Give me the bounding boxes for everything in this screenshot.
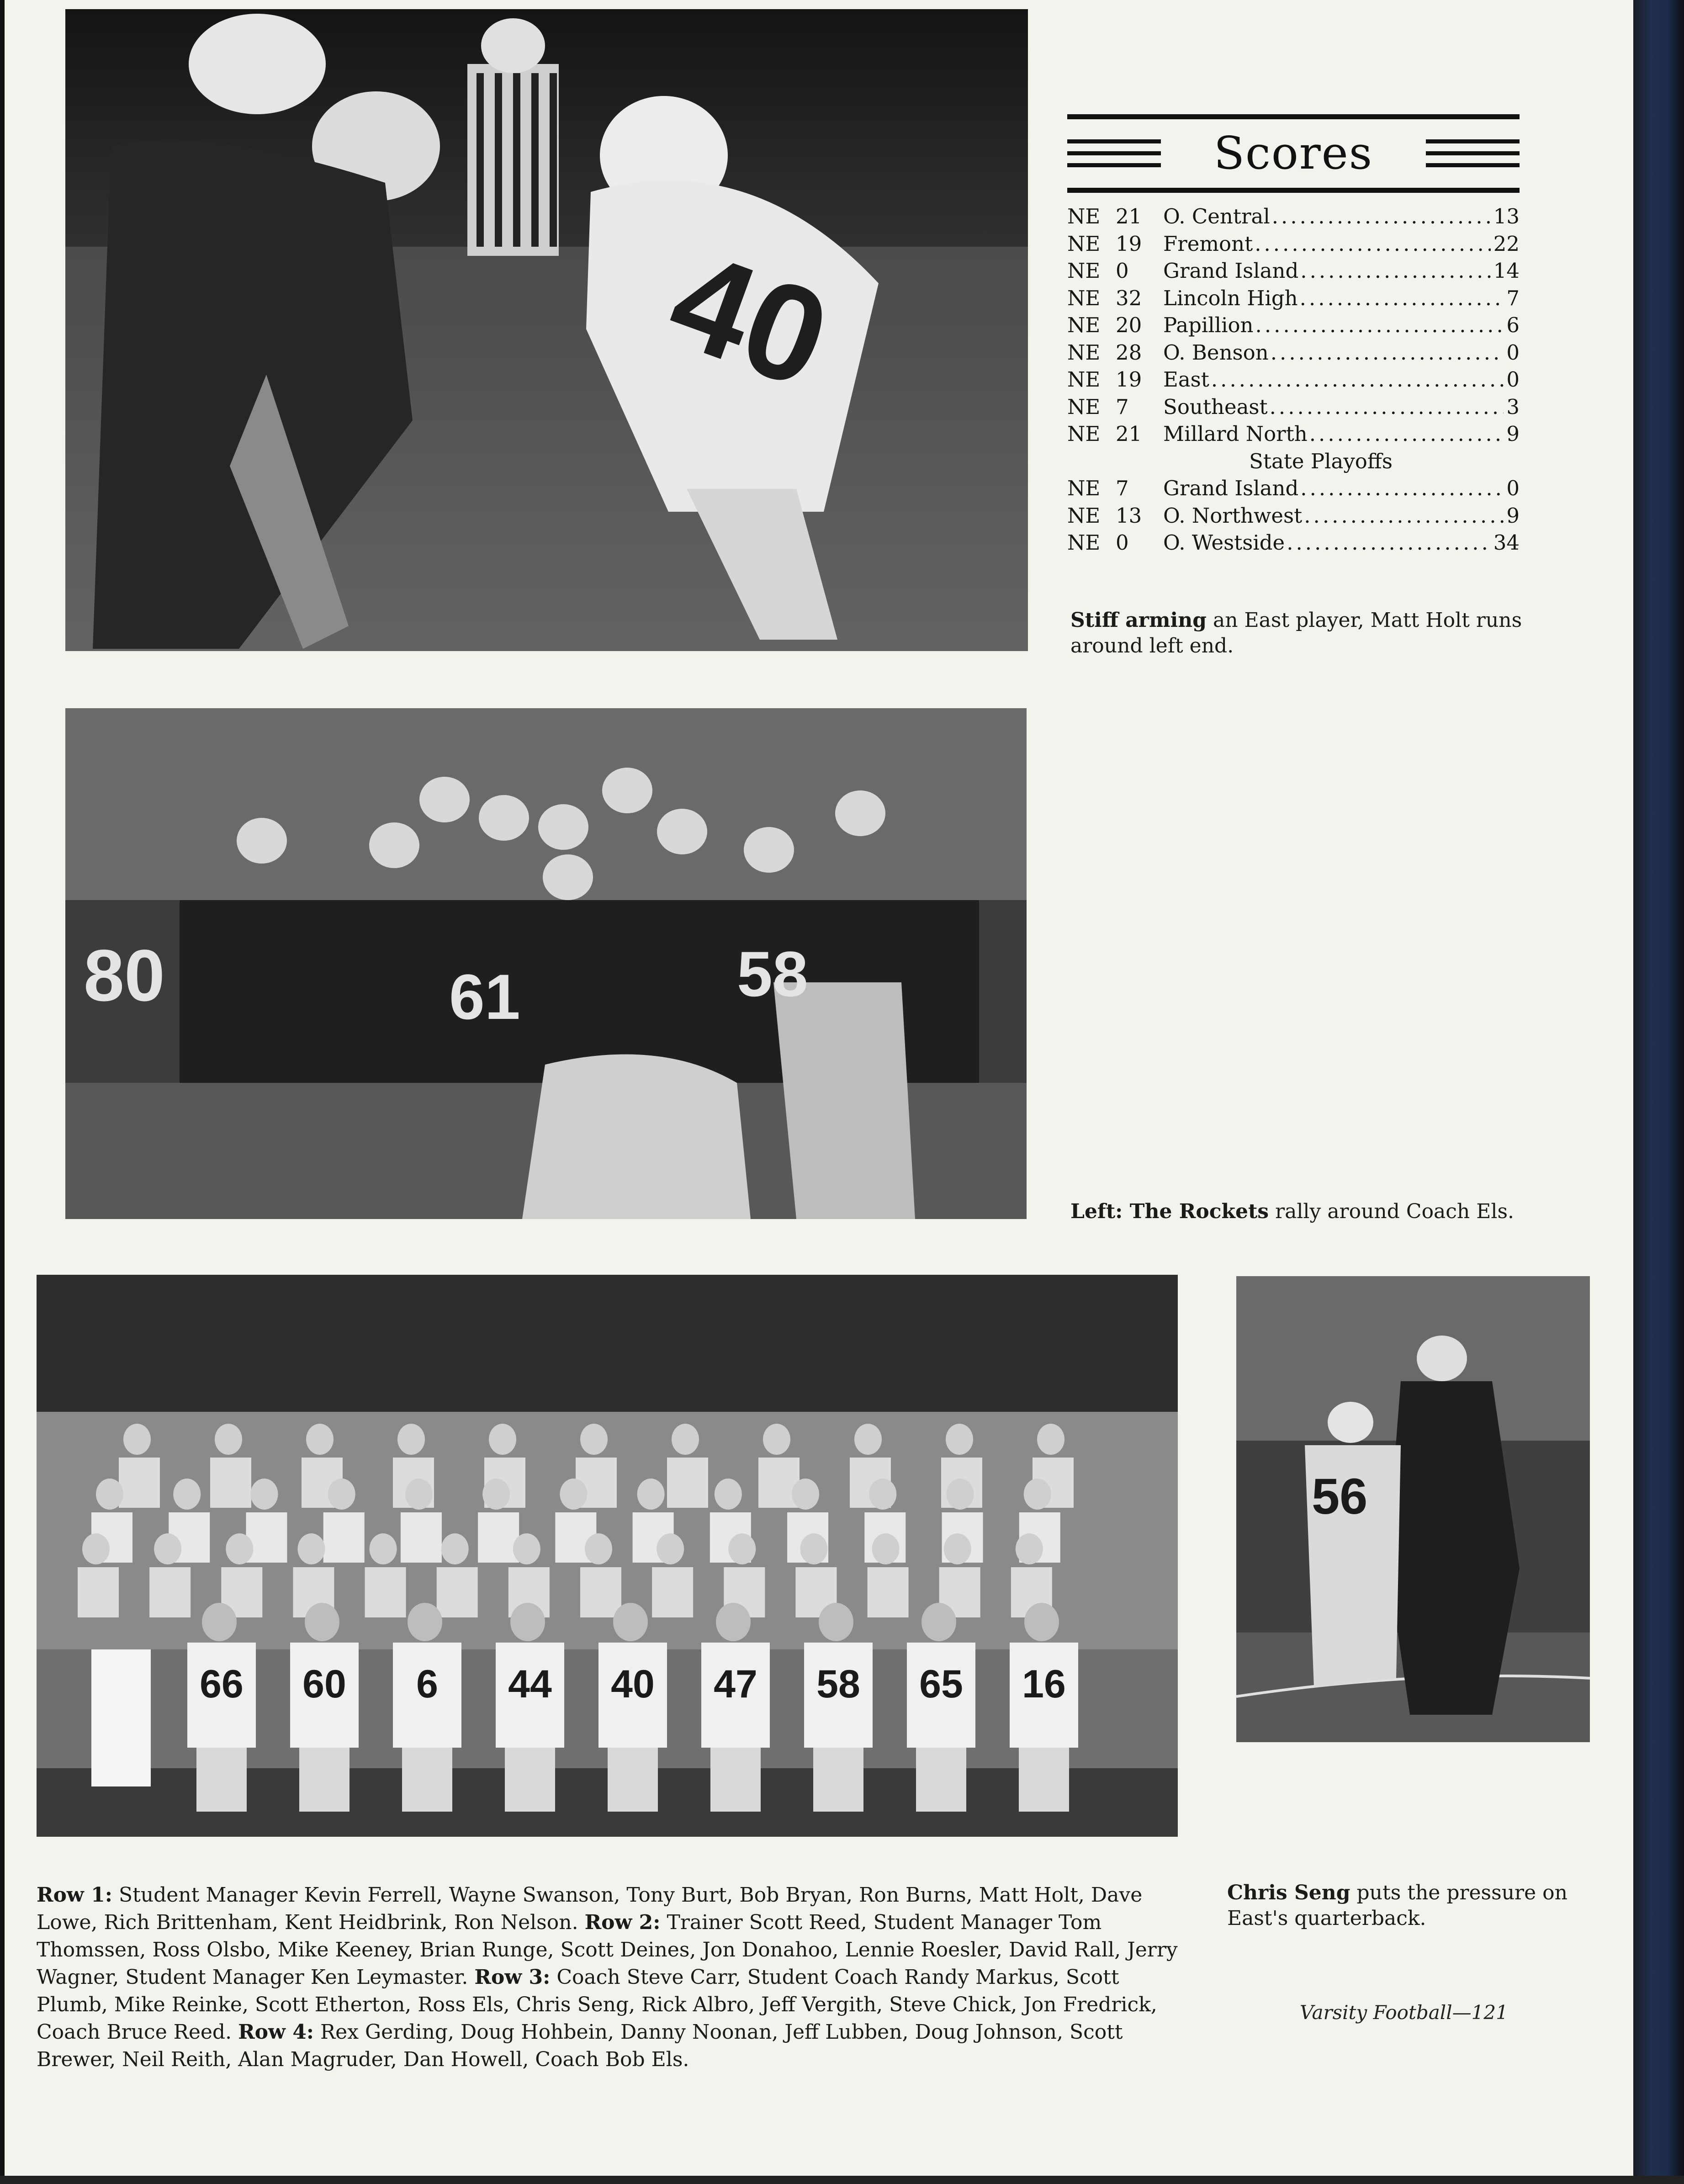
player-head xyxy=(441,1533,469,1564)
caption-stiff-arm-lead: Stiff arming xyxy=(1070,609,1207,632)
player-head xyxy=(489,1424,516,1455)
score-ne-points: 19 xyxy=(1116,367,1142,392)
roster-row-label: Row 3: xyxy=(474,1966,551,1989)
opponent-points: 14 xyxy=(1493,259,1520,283)
player-head xyxy=(792,1479,819,1510)
roster-row-label: Row 4: xyxy=(238,2020,314,2044)
front-player-number: 16 xyxy=(1022,1662,1066,1706)
roster-row-names: Rex Gerding, Doug Hohbein, Danny Noonan, Jeff Lubben, Doug Johnson, Scott Brewer, Neil Reith, Alan Magruder, Dan Howell, Coach Bob Els. xyxy=(37,2020,1123,2071)
player-body xyxy=(149,1567,191,1617)
opponent-name: Grand Island xyxy=(1163,476,1299,500)
player-head xyxy=(513,1533,540,1564)
front-player-head xyxy=(408,1603,442,1641)
score-row xyxy=(1067,257,1520,285)
player-head xyxy=(946,1424,973,1455)
leader-dots xyxy=(1269,339,1504,366)
front-player-number: 40 xyxy=(611,1662,655,1706)
front-player-legs xyxy=(402,1748,452,1812)
player-head xyxy=(763,1424,790,1455)
front-player-head xyxy=(613,1603,648,1641)
opponent-name: O. Benson xyxy=(1163,340,1269,365)
player-body xyxy=(868,1567,909,1617)
score-team: NE xyxy=(1067,476,1101,500)
student-manager-figure xyxy=(91,1649,151,1786)
front-player-legs xyxy=(196,1748,247,1812)
score-row xyxy=(1067,312,1520,339)
score-ne-points: 28 xyxy=(1116,340,1142,365)
front-player-head xyxy=(716,1603,751,1641)
player-head xyxy=(405,1479,433,1510)
score-ne-points: 0 xyxy=(1116,530,1129,555)
scores-bottom-rule xyxy=(1067,188,1520,193)
player-head xyxy=(585,1533,612,1564)
score-team: NE xyxy=(1067,204,1101,228)
opponent-name: Lincoln High xyxy=(1163,286,1298,310)
opponent-points: 0 xyxy=(1506,367,1520,392)
opponent-points: 9 xyxy=(1506,422,1520,446)
front-player-number: 60 xyxy=(302,1662,346,1706)
binding-edge xyxy=(1633,0,1684,2184)
player-head xyxy=(297,1533,325,1564)
opponent-name: Papillion xyxy=(1163,313,1254,337)
player-body xyxy=(478,1512,519,1563)
caption-rally xyxy=(1070,1199,1527,1225)
player-head xyxy=(560,1479,587,1510)
player-head xyxy=(154,1533,181,1564)
front-player-legs xyxy=(299,1748,350,1812)
opponent-points: 22 xyxy=(1493,231,1520,256)
photo-team xyxy=(37,1275,1178,1837)
player-head xyxy=(715,1479,742,1510)
player-head xyxy=(1037,1424,1064,1455)
score-row xyxy=(1067,420,1520,448)
player-head xyxy=(328,1479,355,1510)
huddle-jersey-2: 61 xyxy=(449,961,520,1033)
opponent-points: 13 xyxy=(1493,204,1520,228)
score-team: NE xyxy=(1067,422,1101,446)
leader-dots xyxy=(1308,420,1504,448)
player-body xyxy=(667,1458,708,1508)
caption-stiff-arm-text: an East player, Matt Holt runs around left end. xyxy=(1070,609,1522,657)
score-opponent xyxy=(1163,475,1520,502)
player-body xyxy=(401,1512,442,1563)
score-row xyxy=(1067,475,1520,502)
roster-row-names: Student Manager Kevin Ferrell, Wayne Swanson, Tony Burt, Bob Bryan, Ron Burns, Matt Holt, Dave Lowe, Rich Brittenham, Kent Heidbrink, Ron Nelson. xyxy=(37,1883,1143,1934)
front-player-head xyxy=(202,1603,237,1641)
front-player-legs xyxy=(710,1748,761,1812)
score-opponent xyxy=(1163,502,1520,530)
player-head xyxy=(800,1533,827,1564)
score-opponent xyxy=(1163,529,1520,557)
scores-top-rule xyxy=(1067,114,1520,119)
score-team: NE xyxy=(1067,367,1101,392)
front-player-legs xyxy=(813,1748,863,1812)
score-opponent xyxy=(1163,366,1520,393)
score-table xyxy=(1067,203,1520,557)
score-team: NE xyxy=(1067,394,1101,419)
opponent-points: 3 xyxy=(1506,394,1520,419)
player-head xyxy=(1016,1533,1043,1564)
player-body xyxy=(437,1567,478,1617)
score-opponent xyxy=(1163,230,1520,258)
roster-row-names: Trainer Scott Reed, Student Manager Tom Thomssen, Ross Olsbo, Mike Keeney, Brian Runge, Scott Deines, Jon Donahoo, Lennie Roesler, David Rall, Jerry Wagner, Student Manager Ken Leymaster. xyxy=(37,1911,1178,1989)
title-ornament-right xyxy=(1426,139,1520,168)
photo-passer xyxy=(1236,1276,1590,1742)
opponent-name: Fremont xyxy=(1163,231,1253,256)
opponent-points: 7 xyxy=(1506,286,1520,310)
player-body xyxy=(652,1567,693,1617)
player-body xyxy=(323,1512,365,1563)
opponent-name: East xyxy=(1163,367,1209,392)
leader-dots xyxy=(1254,312,1504,339)
front-player-number: 44 xyxy=(508,1662,552,1706)
leader-dots xyxy=(1268,393,1504,421)
score-ne-points: 32 xyxy=(1116,286,1142,310)
caption-roster xyxy=(37,1882,1179,2073)
score-team: NE xyxy=(1067,340,1101,365)
score-opponent xyxy=(1163,203,1520,230)
score-ne-points: 21 xyxy=(1116,204,1142,228)
player-head xyxy=(482,1479,510,1510)
player-head xyxy=(672,1424,699,1455)
leader-dots xyxy=(1209,366,1504,393)
front-player-head xyxy=(1024,1603,1059,1641)
player-head xyxy=(1024,1479,1051,1510)
leader-dots xyxy=(1298,475,1504,502)
score-row xyxy=(1067,529,1520,557)
leader-dots xyxy=(1285,529,1491,557)
player-body xyxy=(246,1512,287,1563)
score-team: NE xyxy=(1067,286,1101,310)
player-body xyxy=(365,1567,406,1617)
opponent-name: O. Westside xyxy=(1163,530,1285,555)
score-team: NE xyxy=(1067,231,1101,256)
player-head xyxy=(173,1479,201,1510)
caption-rally-lead: Left: The Rockets xyxy=(1070,1200,1269,1223)
score-opponent xyxy=(1163,393,1520,421)
score-row xyxy=(1067,366,1520,393)
opponent-name: O. Northwest xyxy=(1163,503,1303,528)
front-player-head xyxy=(510,1603,545,1641)
leader-dots xyxy=(1298,257,1490,285)
score-row xyxy=(1067,285,1520,312)
score-row xyxy=(1067,203,1520,230)
player-head xyxy=(370,1533,397,1564)
score-row xyxy=(1067,393,1520,421)
caption-seng-lead: Chris Seng xyxy=(1227,1881,1350,1904)
score-ne-points: 7 xyxy=(1116,476,1129,500)
player-head xyxy=(215,1424,242,1455)
leader-dots xyxy=(1302,502,1504,530)
opponent-name: Millard North xyxy=(1163,422,1308,446)
front-player-number: 65 xyxy=(919,1662,963,1706)
score-ne-points: 19 xyxy=(1116,231,1142,256)
huddle-jersey-3: 58 xyxy=(737,938,808,1010)
opponent-points: 34 xyxy=(1493,530,1520,555)
page-edge-bottom xyxy=(0,2176,1684,2184)
front-player-legs xyxy=(916,1748,966,1812)
score-row xyxy=(1067,502,1520,530)
caption-seng xyxy=(1227,1880,1602,1931)
roster-row-names: Coach Steve Carr, Student Coach Randy Markus, Scott Plumb, Mike Reinke, Scott Etherton, Ross Els, Chris Seng, Rick Albro, Jeff Vergith, Steve Chick, Jon Fredrick, Coach Bruce Reed. xyxy=(37,1966,1157,2044)
front-player-number: 58 xyxy=(816,1662,860,1706)
roster-row-label: Row 2: xyxy=(584,1911,661,1934)
score-opponent xyxy=(1163,285,1520,312)
scores-box xyxy=(1067,114,1520,557)
player-head xyxy=(657,1533,684,1564)
leader-dots xyxy=(1298,285,1504,312)
player-head xyxy=(306,1424,334,1455)
score-ne-points: 21 xyxy=(1116,422,1142,446)
score-team: NE xyxy=(1067,530,1101,555)
player-body xyxy=(119,1458,160,1508)
player-head xyxy=(397,1424,425,1455)
opponent-points: 9 xyxy=(1506,503,1520,528)
front-player-legs xyxy=(1019,1748,1069,1812)
front-player-number: 6 xyxy=(416,1662,438,1706)
player-head xyxy=(250,1479,278,1510)
player-head xyxy=(947,1479,974,1510)
page-folio: Varsity Football—121 xyxy=(1300,2001,1508,2024)
opponent-name: O. Central xyxy=(1163,204,1270,228)
title-ornament-left xyxy=(1067,139,1161,168)
opponent-points: 0 xyxy=(1506,476,1520,500)
front-player-legs xyxy=(608,1748,658,1812)
opponent-name: Grand Island xyxy=(1163,259,1299,283)
photo-stiff-arm xyxy=(65,9,1028,651)
opponent-points: 0 xyxy=(1506,340,1520,365)
player-head xyxy=(123,1424,151,1455)
player-head xyxy=(580,1424,608,1455)
front-player-legs xyxy=(505,1748,555,1812)
score-opponent xyxy=(1163,420,1520,448)
player-head xyxy=(872,1533,900,1564)
score-row xyxy=(1067,339,1520,366)
score-team: NE xyxy=(1067,503,1101,528)
score-opponent xyxy=(1163,339,1520,366)
score-opponent xyxy=(1163,257,1520,285)
huddle-jersey-1: 80 xyxy=(84,934,165,1016)
caption-stiff-arm xyxy=(1070,608,1527,659)
player-head xyxy=(82,1533,110,1564)
score-row xyxy=(1067,230,1520,258)
opponent-points: 6 xyxy=(1506,313,1520,337)
player-head xyxy=(728,1533,756,1564)
player-head xyxy=(944,1533,971,1564)
scores-title-row xyxy=(1067,119,1520,188)
score-ne-points: 20 xyxy=(1116,313,1142,337)
photo-huddle xyxy=(65,708,1027,1219)
front-player-number: 66 xyxy=(200,1662,244,1706)
score-opponent xyxy=(1163,312,1520,339)
passer-jersey-number: 56 xyxy=(1312,1468,1368,1525)
playoffs-label: State Playoffs xyxy=(1249,449,1393,473)
player-body xyxy=(78,1567,119,1617)
leader-dots xyxy=(1270,203,1491,230)
player-body xyxy=(210,1458,251,1508)
caption-rally-text: rally around Coach Els. xyxy=(1269,1200,1515,1223)
front-player-head xyxy=(819,1603,853,1641)
score-ne-points: 13 xyxy=(1116,503,1142,528)
leader-dots xyxy=(1253,230,1491,258)
score-ne-points: 7 xyxy=(1116,394,1129,419)
score-team: NE xyxy=(1067,259,1101,283)
player-body xyxy=(580,1567,621,1617)
player-head xyxy=(226,1533,253,1564)
caption-seng-text: puts the pressure on East's quarterback. xyxy=(1227,1881,1567,1930)
player-head xyxy=(96,1479,123,1510)
page-edge-left xyxy=(0,0,5,2184)
score-team: NE xyxy=(1067,313,1101,337)
score-ne-points: 0 xyxy=(1116,259,1129,283)
runner-jersey-number: 40 xyxy=(651,220,847,417)
player-head xyxy=(637,1479,665,1510)
player-head xyxy=(869,1479,896,1510)
roster-row-label: Row 1: xyxy=(37,1883,112,1907)
scores-title: Scores xyxy=(1213,127,1373,180)
front-player-head xyxy=(921,1603,956,1641)
player-head xyxy=(854,1424,882,1455)
opponent-name: Southeast xyxy=(1163,394,1268,419)
front-player-head xyxy=(305,1603,339,1641)
front-player-number: 47 xyxy=(714,1662,757,1706)
